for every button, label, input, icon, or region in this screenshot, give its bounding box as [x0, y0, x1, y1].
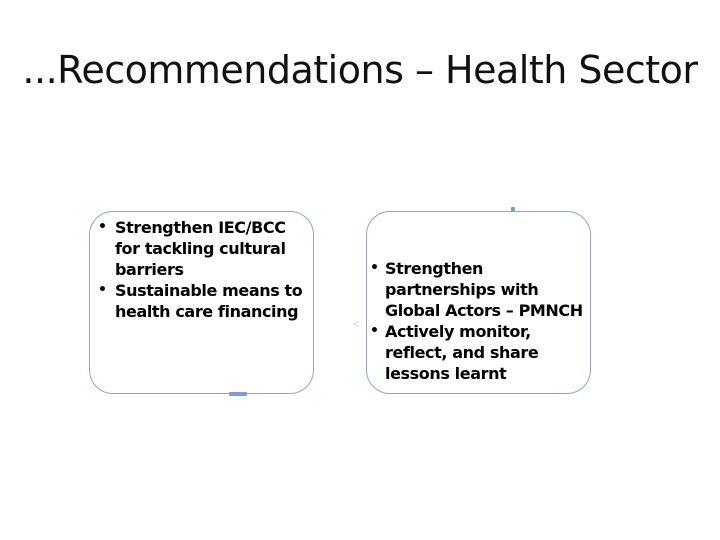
bullet-text: Strengthen IEC/BCC for tackling cultural barriers	[115, 218, 286, 279]
left-bullet-list	[98, 217, 310, 322]
bullet-text: Sustainable means to health care financing	[115, 281, 303, 321]
bullet-text: Strengthen partnerships with Global Actors – PMNCH	[385, 259, 583, 320]
bullet-text: Actively monitor, reflect, and share lessons learnt	[385, 322, 539, 383]
right-bullet-list	[370, 258, 590, 384]
bullet-icon: •	[98, 282, 107, 298]
left-text-box	[89, 211, 314, 394]
list-item	[370, 321, 590, 384]
list-item	[98, 280, 310, 322]
resize-handle[interactable]	[511, 207, 515, 212]
bullet-icon: •	[370, 260, 379, 276]
bullet-icon: •	[98, 219, 107, 235]
slide-title: ...Recommendations – Health Sector	[22, 48, 698, 92]
connector-arrow-icon: <	[352, 319, 361, 330]
list-item	[370, 258, 590, 321]
bullet-icon: •	[370, 323, 379, 339]
right-text-box	[366, 211, 591, 394]
resize-handle[interactable]	[229, 392, 247, 396]
list-item	[98, 217, 310, 280]
